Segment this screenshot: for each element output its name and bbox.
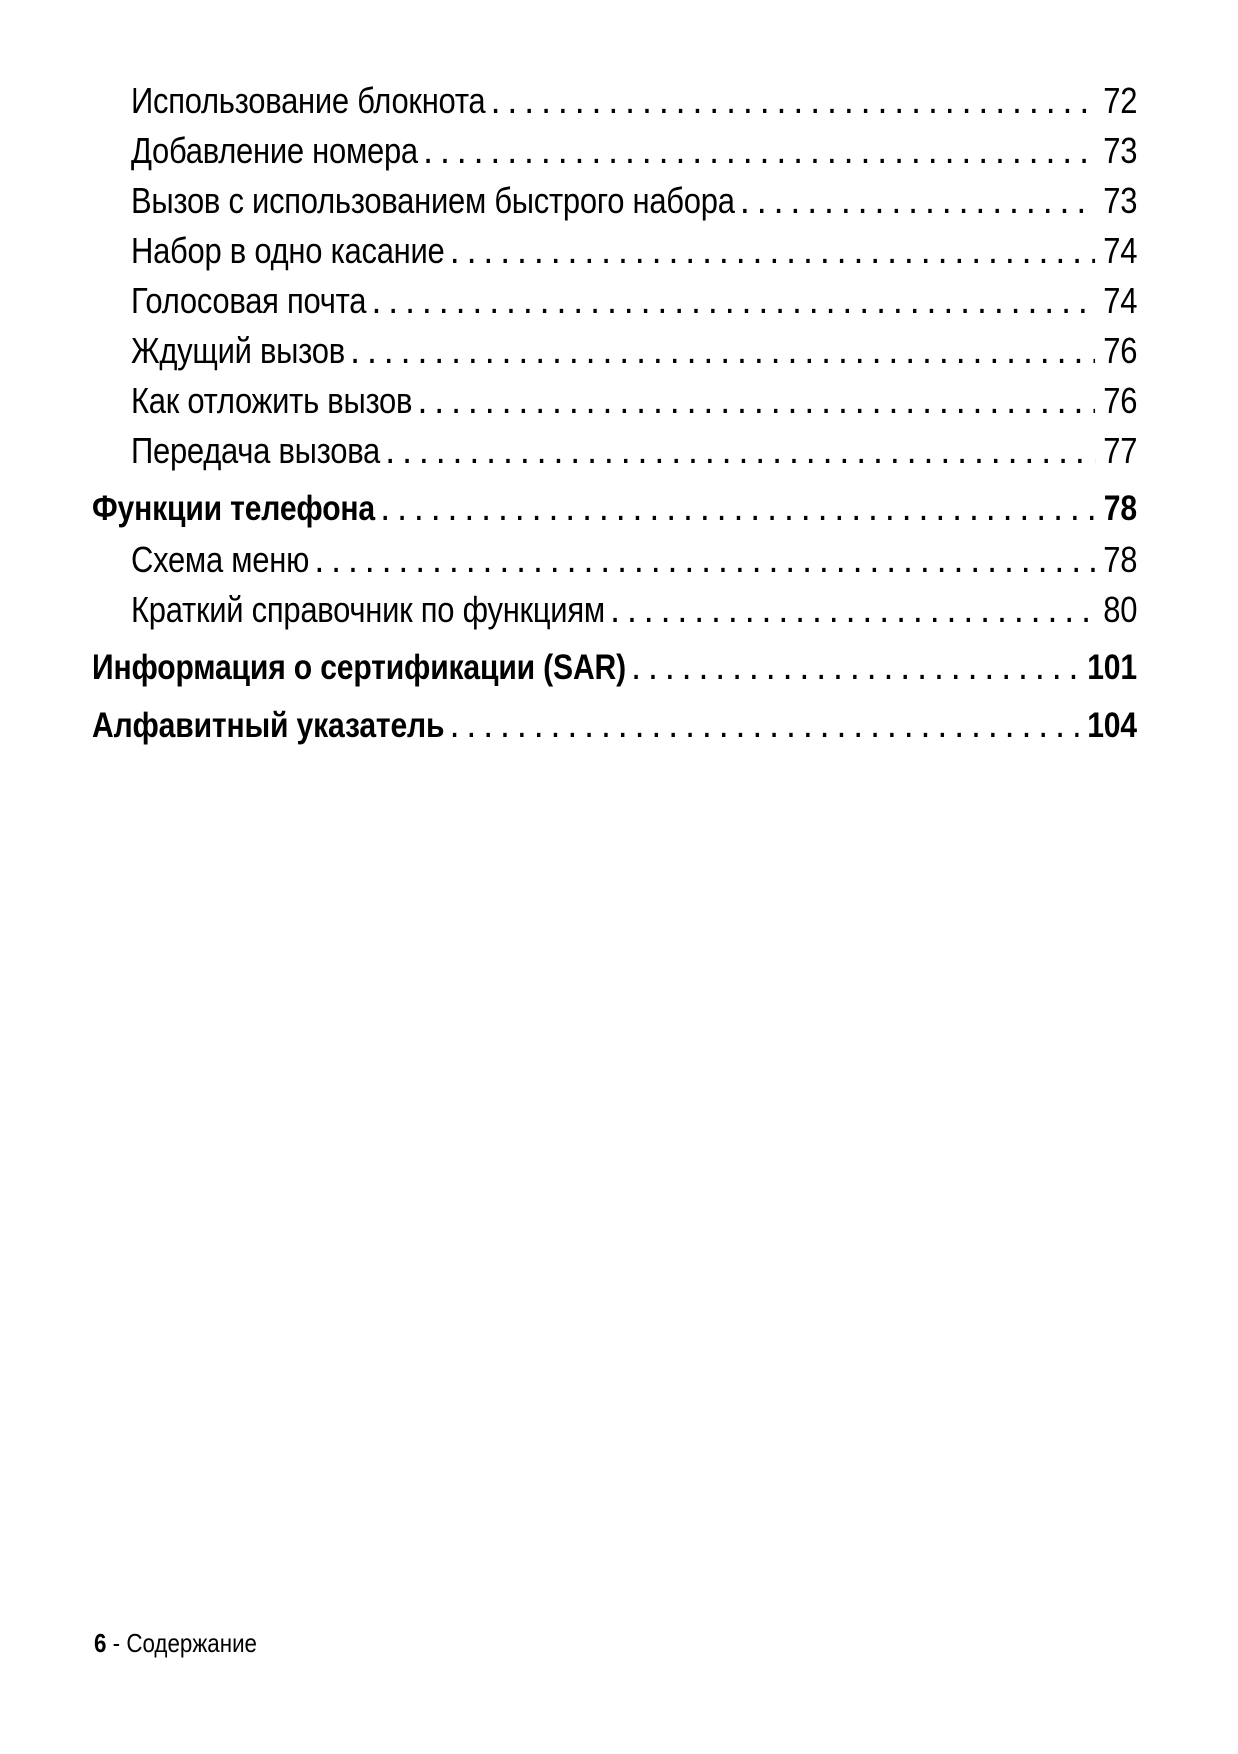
toc-entry[interactable] (131, 180, 1137, 230)
toc-entry-label: Как отложить вызов (131, 380, 413, 421)
footer-separator: - (106, 1628, 127, 1658)
toc-entry-page: 76 (1103, 380, 1138, 421)
toc-leader-dots (425, 138, 1095, 170)
toc-section[interactable] (92, 648, 1137, 698)
toc-section-page: 104 (1087, 706, 1137, 745)
toc-entry[interactable] (131, 130, 1137, 180)
footer-page-number: 6 (94, 1628, 107, 1658)
toc-entry-page: 77 (1103, 430, 1138, 471)
toc-leader-dots (451, 712, 1078, 744)
toc-section-label: Функции телефона (92, 489, 375, 528)
toc-entry-label: Ждущий вызов (131, 330, 345, 371)
toc-entry[interactable] (131, 380, 1137, 430)
toc-entry-page: 73 (1103, 130, 1138, 171)
toc-entry-page: 74 (1103, 230, 1138, 271)
toc-entry-label: Добавление номера (131, 130, 418, 171)
toc-entry-page: 73 (1103, 180, 1138, 221)
toc-entry[interactable] (131, 80, 1137, 130)
toc-entry[interactable] (131, 330, 1137, 380)
toc-leader-dots (492, 88, 1094, 120)
toc-leader-dots (387, 438, 1095, 470)
toc-leader-dots (352, 338, 1095, 370)
toc-entry-page: 76 (1103, 330, 1138, 371)
toc-entry-label: Голосовая почта (131, 280, 367, 321)
page-footer (94, 1628, 257, 1659)
toc-section-label: Информация о сертификации (SAR) (92, 648, 626, 687)
toc-entry[interactable] (131, 230, 1137, 280)
toc-entry-page: 72 (1103, 80, 1138, 121)
toc-leader-dots (633, 654, 1079, 686)
toc-entry[interactable] (131, 539, 1137, 589)
toc-entry-label: Передача вызова (131, 430, 380, 471)
toc-entry-label: Вызов с использованием быстрого набора (131, 180, 735, 221)
toc-entry[interactable] (131, 589, 1137, 639)
toc-entry-page: 74 (1103, 280, 1138, 321)
toc-leader-dots (742, 188, 1095, 220)
toc-leader-dots (451, 238, 1094, 270)
toc-leader-dots (316, 547, 1095, 579)
toc-entry[interactable] (131, 430, 1137, 480)
toc-entry-label: Схема меню (131, 539, 310, 580)
toc-section-label: Алфавитный указатель (92, 706, 445, 745)
toc-entry-label: Использование блокнота (131, 80, 486, 121)
toc-entry-page: 78 (1103, 539, 1138, 580)
toc-entry-page: 80 (1103, 589, 1138, 630)
toc-section[interactable] (92, 706, 1137, 756)
toc-leader-dots (612, 597, 1095, 629)
toc-entry-label: Краткий справочник по функциям (131, 589, 605, 630)
toc-entry[interactable] (131, 280, 1137, 330)
footer-section-title: Содержание (126, 1628, 257, 1658)
toc-entry-label: Набор в одно касание (131, 230, 445, 271)
toc-leader-dots (382, 495, 1095, 527)
toc-section[interactable] (92, 489, 1137, 539)
toc-leader-dots (373, 288, 1095, 320)
toc-leader-dots (419, 388, 1095, 420)
toc-section-page: 78 (1103, 489, 1137, 528)
toc-section-page: 101 (1087, 648, 1137, 687)
